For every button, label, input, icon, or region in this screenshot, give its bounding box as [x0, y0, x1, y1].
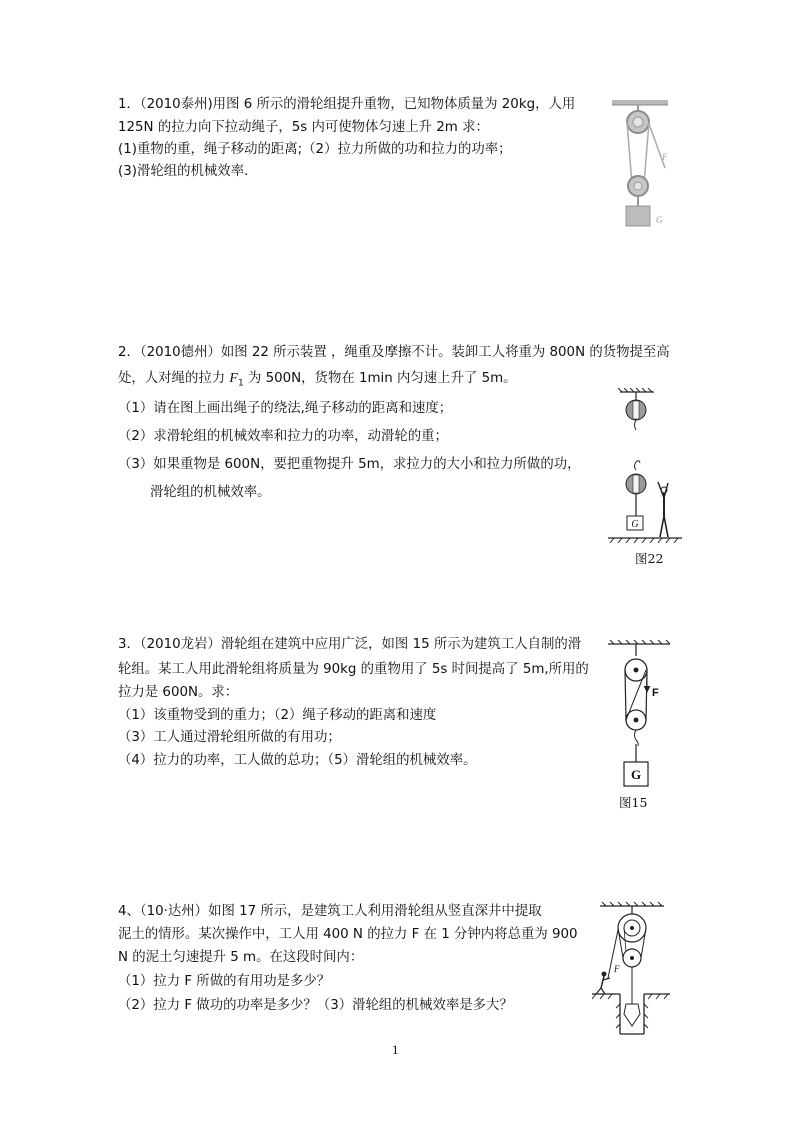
pulley-figure-15	[604, 640, 674, 790]
figure-15-force-label: F	[652, 687, 659, 699]
problem-2-line-2-end: 为 500N，货物在 1min 内匀速上升了 5m。	[243, 371, 517, 386]
figure-6-weight-label: G	[656, 215, 663, 225]
problem-1-line-3: (1)重物的重，绳子移动的距离;（2）拉力所做的功和拉力的功率；	[118, 142, 512, 157]
problem-2-line-2	[118, 370, 517, 393]
problem-2-item-3: （3）如果重物是 600N，要把重物提升 5m，求拉力的大小和拉力所做的功，	[118, 457, 581, 472]
problem-2-line-2-start: 处，人对绳的拉力	[118, 371, 230, 386]
problem-4-line-2: 泥土的情形。某次操作中，工人用 400 N 的拉力 F 在 1 分钟内将总重为 900	[118, 927, 578, 942]
problem-3-line-2: 轮组。某工人用此滑轮组将质量为 90kg 的重物用了 5s 时间提高了 5m,所用的	[118, 662, 589, 677]
problem-3-line-3: 拉力是 600N。求：	[118, 685, 239, 700]
problem-3-line-4: （1）该重物受到的重力；（2）绳子移动的距离和速度	[118, 708, 437, 723]
page-number: 1	[392, 1042, 399, 1057]
problem-3-line-5: （3）工人通过滑轮组所做的有用功；	[118, 730, 341, 745]
problem-2-line-1: 2．（2010德州）如图 22 所示装置 ，绳重及摩擦不计。装卸工人将重为 800N 的货物提至高	[118, 345, 670, 360]
pulley-figure-6	[610, 96, 672, 236]
pulley-figure-22	[604, 388, 684, 546]
problem-2-item-2: （2）求滑轮组的机械效率和拉力的功率，动滑轮的重；	[118, 429, 448, 444]
problem-2-item-3-cont: 滑轮组的机械效率。	[150, 485, 271, 500]
figure-22-caption: 图22	[635, 551, 664, 566]
figure-22-weight-label: G	[631, 519, 639, 530]
force-symbol: F	[229, 371, 238, 386]
problem-2-item-1: （1）请在图上画出绳子的绕法,绳子移动的距离和速度；	[118, 401, 453, 416]
force-subscript: 1	[237, 378, 244, 389]
figure-6-force-label: F	[662, 152, 668, 162]
problem-4-line-4: （1）拉力 F 所做的有用功是多少？	[118, 974, 331, 989]
problem-1-line-2: 125N 的拉力向下拉动绳子，5s 内可使物体匀速上升 2m 求：	[118, 120, 489, 135]
pulley-figure-17	[592, 902, 672, 1038]
figure-15-caption: 图15	[619, 795, 648, 810]
problem-1-line-4: (3)滑轮组的机械效率．	[118, 164, 258, 179]
problem-4-line-3: N 的泥土匀速提升 5 m。在这段时间内：	[118, 950, 364, 965]
problem-4-line-1: 4、（10·达州）如图 17 所示，是建筑工人利用滑轮组从竖直深井中提取	[118, 904, 542, 919]
figure-15-weight-label: G	[630, 767, 642, 782]
problem-3-line-1: 3．（2010龙岩）滑轮组在建筑中应用广泛，如图 15 所示为建筑工人自制的滑	[118, 637, 582, 652]
figure-17-force-label: F	[614, 964, 620, 974]
problem-1-line-1: 1．（2010泰州)用图 6 所示的滑轮组提升重物，已知物体质量为 20kg，人用	[118, 97, 576, 112]
problem-3-line-6: （4）拉力的功率，工人做的总功；（5）滑轮组的机械效率。	[118, 753, 477, 768]
problem-4-line-5: （2）拉力 F 做功的功率是多少？（3）滑轮组的机械效率是多大？	[118, 998, 513, 1013]
